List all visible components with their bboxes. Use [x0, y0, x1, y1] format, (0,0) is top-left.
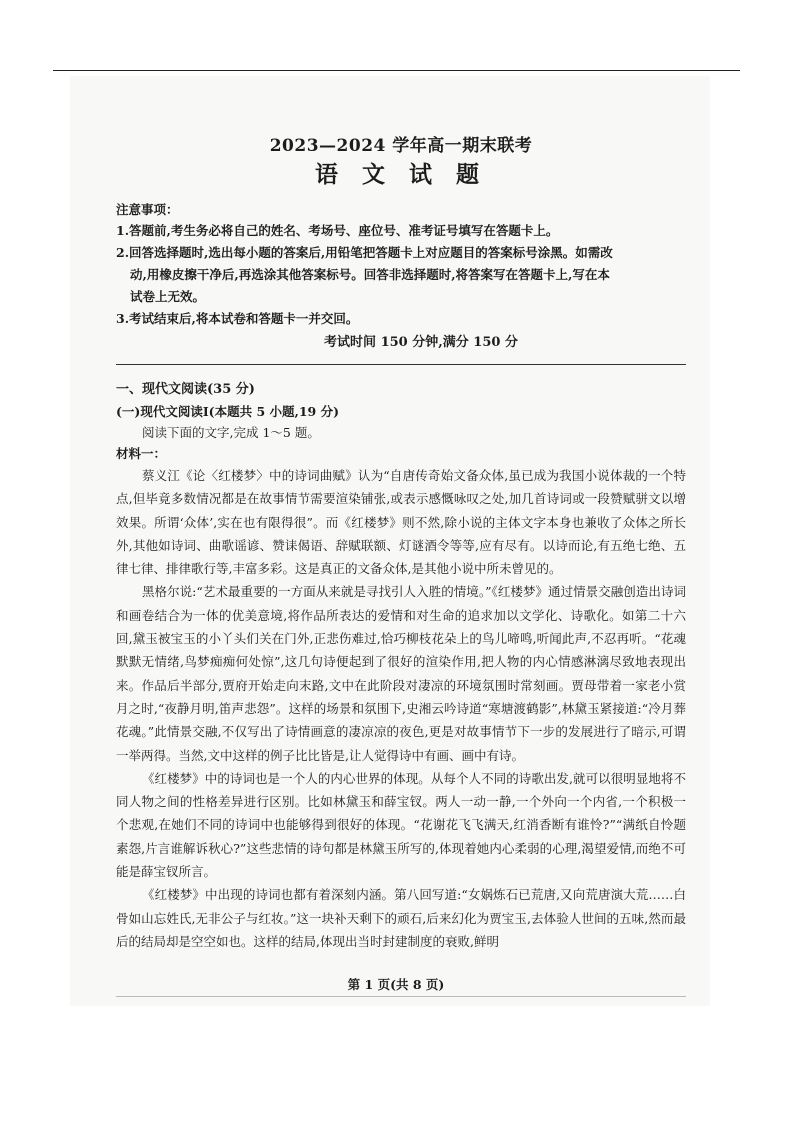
note-item-1: 1.答题前,考生务必将自己的姓名、考场号、座位号、准考证号填写在答题卡上。 — [116, 223, 559, 238]
section-heading: 一、现代文阅读(35 分) — [116, 382, 255, 397]
notes-heading: 注意事项： — [116, 202, 179, 217]
note-item-2: 2.回答选择题时,选出每小题的答案后,用铅笔把答题卡上对应题目的答案标号涂黑。如需改 — [116, 245, 613, 260]
reading-instruction: 阅读下面的文字,完成 1～5 题。 — [142, 425, 320, 440]
material-label: 材料一： — [116, 446, 167, 461]
footer-rule — [116, 996, 686, 997]
paragraph-2: 黑格尔说:“艺术最重要的一方面从来就是寻找引人入胜的情境。”《红楼梦》通过情景交融创造出诗词和画卷结合为一体的优美意境,将作品所表达的爱情和对生命的追求加以文学化、诗歌化。如第二十六回,黛玉被宝玉的小丫头们关在门外,正悲伤难过,恰巧柳枝花朵上的鸟儿啼鸣,听闻此声,不忍再听。“花魂默默无情绪,鸟梦痴痴何处惊”,这几句诗便起到了很好的渲染作用,把人物的内心情感淋漓尽致地表现出来。作品后半部分,贾府开始走向末路,文中在此阶段对凄凉的环境氛围时常刻画。贾母带着一家老小赏月之时,“夜静月明,笛声悲怨”。这样的场景和氛围下,史湘云吟诗道“寒塘渡鹤影”,林黛玉紧接道:“冷月葬花魂。”此情景交融,不仅写出了诗情画意的凄凉凉的夜色,更是对故事情节下一步的发展进行了暗示,可谓一举两得。当然,文中这样的例子比比皆是,让人觉得诗中有画、画中有诗。 — [116, 584, 686, 763]
section-divider — [116, 364, 686, 365]
subject-title: 语 文 试 题 — [314, 161, 488, 188]
paragraph-3: 《红楼梦》中的诗词也是一个人的内心世界的体现。从每个人不同的诗歌出发,就可以很明显地将不同人物之间的性格差异进行区别。比如林黛玉和薛宝钗。两人一动一静,一个外向一个内省,一个积极一个悲观,在她们不同的诗词中也能够得到很好的体现。“花谢花飞飞满天,红消香断有谁怜?”“满纸自怜题素怨,片言谁解诉秋心?”这些悲情的诗句都是林黛玉所写的,体现着她内心柔弱的心理,渴望爱情,而绝不可能是薛宝钗所言。 — [116, 770, 686, 880]
paragraph-4: 《红楼梦》中出现的诗词也都有着深刻内涵。第八回写道:“女娲炼石已荒唐,又向荒唐演大荒……白骨如山忘姓氏,无非公子与红妆。”这一块补天剩下的顽石,后来幻化为贾宝玉,去体验人世间的五味,然而最后的结局却是空空如也。这样的结局,体现出当时封建制度的衰败,鲜明 — [116, 887, 686, 949]
top-border-line — [53, 70, 740, 71]
exam-content — [116, 135, 686, 953]
note-item-2-end: 试卷上无效。 — [130, 289, 206, 304]
exam-time-info: 考试时间 150 分钟,满分 150 分 — [324, 335, 518, 350]
page-number: 第 1 页(共 8 页) — [347, 977, 445, 992]
note-item-3: 3.考试结束后,将本试卷和答题卡一并交回。 — [116, 311, 359, 326]
note-item-2-cont: 动,用橡皮擦干净后,再选涂其他答案标号。回答非选择题时,将答案写在答题卡上,写在本 — [130, 267, 610, 282]
subsection-heading: (一)现代文阅读Ⅰ(本题共 5 小题,19 分) — [116, 404, 340, 419]
exam-title: 2023—2024 学年高一期末联考 — [269, 136, 533, 156]
paragraph-1: 蔡义江《论〈红楼梦〉中的诗词曲赋》认为“自唐传奇始文备众体,虽已成为我国小说体裁的一个特点,但毕竟多数情况都是在故事情节需要渲染铺张,或表示感慨咏叹之处,加几首诗词或一段赞赋骈文以增效果。所谓‘众体’,实在也有限得很”。而《红楼梦》则不然,除小说的主体文字本身也兼收了众体之所长外,其他如诗词、曲歌谣谚、赞诔偈语、辞赋联额、灯谜酒令等等,应有尽有。以诗而论,有五绝七绝、五律七律、排律歌行等,丰富多彩。这是真正的文备众体,是其他小说中所未曾见的。 — [116, 468, 686, 577]
